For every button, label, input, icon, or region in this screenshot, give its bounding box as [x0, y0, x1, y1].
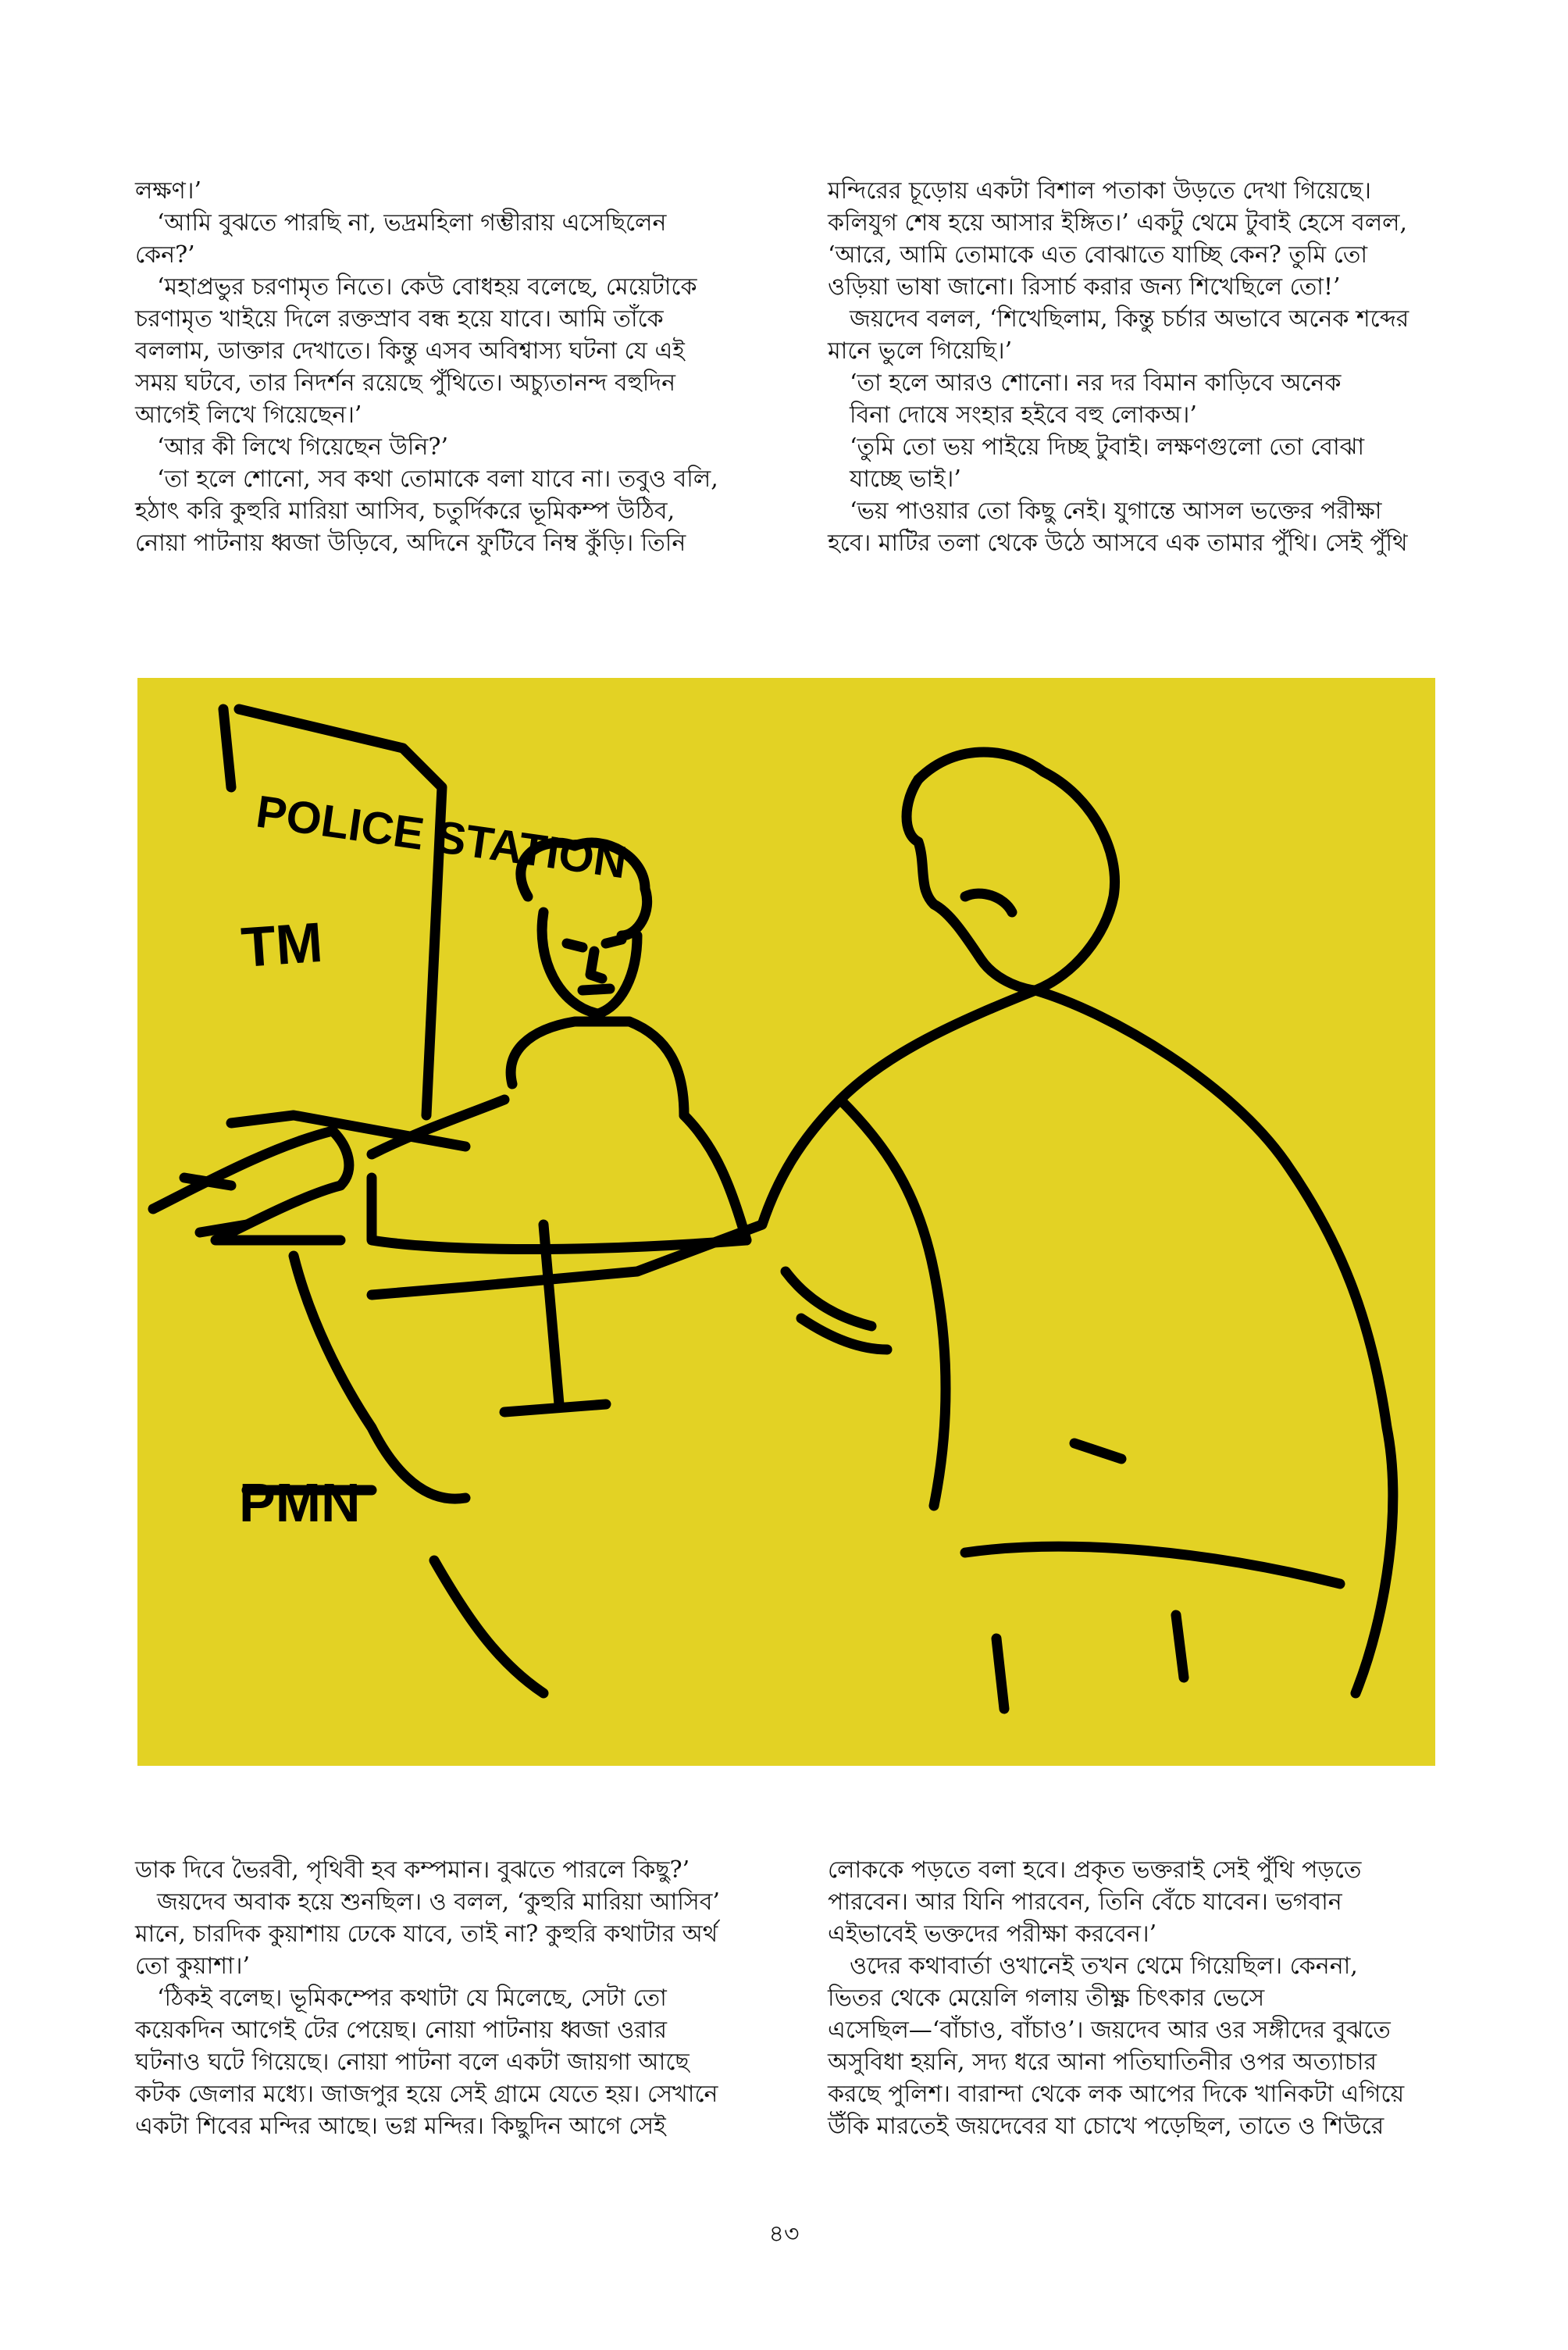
- text-line: ‘ঠিকই বলেছ। ভূমিকম্পের কথাটা যে মিলেছে, সেটা তো: [157, 1984, 667, 2012]
- text-line: কয়েকদিন আগেই টের পেয়েছ। নোয়া পাটনায় ধ্বজা ওরার: [135, 2017, 667, 2044]
- text-line: ‘ভয় পাওয়ার তো কিছু নেই। যুগান্তে আসল ভক্তের পরীক্ষা: [850, 497, 1382, 525]
- text-line: নোয়া পাটনায় ধ্বজা উড়িবে, অদিনে ফুটিবে নিম্ব কুঁড়ি। তিনি: [135, 530, 686, 557]
- text-line: হঠাৎ করি কুহুরি মারিয়া আসিব, চতুর্দিকরে ভূমিকম্প উঠিব,: [135, 497, 675, 525]
- text-line: ‘আরে, আমি তোমাকে এত বোঝাতে যাচ্ছি কেন? তুমি তো: [828, 241, 1368, 269]
- text-line: লক্ষণ।’: [135, 177, 202, 205]
- text-line: ঘটনাও ঘটে গিয়েছে। নোয়া পাটনা বলে একটা জায়গা আছে: [135, 2049, 690, 2076]
- text-line: লোককে পড়তে বলা হবে। প্রকৃত ভক্তরাই সেই পুঁথি পড়তে: [828, 1856, 1362, 1884]
- text-line: জয়দেব অবাক হয়ে শুনছিল। ও বলল, ‘কুহুরি মারিয়া আসিব’: [157, 1888, 720, 1916]
- text-column-bottom-right: [828, 1854, 1421, 2142]
- text-line: মানে, চারদিক কুয়াশায় ঢেকে যাবে, তাই না? কুহুরি কথাটার অর্থ: [135, 1920, 718, 1948]
- text-line: কলিযুগ শেষ হয়ে আসার ইঙ্গিত।’ একটু থেমে টুবাই হেসে বলল,: [828, 209, 1408, 237]
- text-column-top-left: [135, 175, 718, 559]
- text-line: ‘তুমি তো ভয় পাইয়ে দিচ্ছ টুবাই। লক্ষণগুলো তো বোঝা: [850, 433, 1365, 461]
- text-line: ‘তা হলে শোনো, সব কথা তোমাকে বলা যাবে না। তবুও বলি,: [157, 465, 718, 493]
- text-column-bottom-left: [135, 1854, 720, 2142]
- text-line: মানে ভুলে গিয়েছি।’: [828, 337, 1013, 365]
- sign-text-line-2: TM: [239, 911, 325, 979]
- text-line: উঁকি মারতেই জয়দেবের যা চোখে পড়েছিল, তাতে ও শিউরে: [828, 2113, 1384, 2140]
- text-line: বিনা দোষে সংহার হইবে বহু লোকঅ।’: [850, 401, 1197, 429]
- text-line: কেন?’: [135, 241, 195, 269]
- text-line: এসেছিল—‘বাঁচাও, বাঁচাও’। জয়দেব আর ওর সঙ্গীদের বুঝতে: [828, 2017, 1391, 2044]
- text-line: পারবেন। আর যিনি পারবেন, তিনি বেঁচে যাবেন। ভগবান: [828, 1888, 1342, 1916]
- text-line: ডাক দিবে ভৈরবী, পৃথিবী হব কম্পমান। বুঝতে পারলে কিছু?’: [135, 1856, 690, 1884]
- text-line: আগেই লিখে গিয়েছেন।’: [135, 401, 362, 429]
- police-station-illustration: [137, 678, 1435, 1766]
- text-line: ‘তা হলে আরও শোনো। নর দর বিমান কাড়িবে অনেক: [850, 369, 1342, 397]
- text-column-top-right: [828, 175, 1421, 559]
- text-line: করছে পুলিশ। বারান্দা থেকে লক আপের দিকে খানিকটা এগিয়ে: [828, 2081, 1405, 2108]
- text-line: মন্দিরের চূড়োয় একটা বিশাল পতাকা উড়তে দেখা গিয়েছে।: [828, 177, 1371, 205]
- text-line: অসুবিধা হয়নি, সদ্য ধরে আনা পতিঘাতিনীর ওপর অত্যাচার: [828, 2049, 1377, 2076]
- text-line: হবে। মাটির তলা থেকে উঠে আসবে এক তামার পুঁথি। সেই পুঁথি: [828, 530, 1408, 557]
- text-line: চরণামৃত খাইয়ে দিলে রক্তস্রাব বন্ধ হয়ে যাবে। আমি তাঁকে: [135, 305, 664, 333]
- text-line: ওদের কথাবার্তা ওখানেই তখন থেমে গিয়েছিল। কেননা,: [850, 1952, 1358, 1980]
- desk-scribble: PMN: [239, 1472, 361, 1533]
- text-line: বললাম, ডাক্তার দেখাতে। কিন্তু এসব অবিশ্বাস্য ঘটনা যে এই: [135, 337, 685, 365]
- text-line: তো কুয়াশা।’: [135, 1952, 250, 1980]
- text-line: জয়দেব বলল, ‘শিখেছিলাম, কিন্তু চর্চার অভাবে অনেক শব্দের: [850, 305, 1409, 333]
- text-line: ‘আমি বুঝতে পারছি না, ভদ্রমহিলা গম্ভীরায় এসেছিলেন: [157, 209, 667, 237]
- text-line: ‘মহাপ্রভুর চরণামৃত নিতে। কেউ বোধহয় বলেছে, মেয়েটাকে: [157, 273, 697, 301]
- page-number: ৪৩: [768, 2220, 800, 2248]
- text-line: যাচ্ছে ভাই।’: [850, 465, 961, 493]
- text-line: কটক জেলার মধ্যে। জাজপুর হয়ে সেই গ্রামে যেতে হয়। সেখানে: [135, 2081, 718, 2108]
- text-line: ভিতর থেকে মেয়েলি গলায় তীক্ষ্ণ চিৎকার ভেসে: [828, 1984, 1265, 2012]
- text-line: সময় ঘটবে, তার নিদর্শন রয়েছে পুঁথিতে। অচ্যুতানন্দ বহুদিন: [135, 369, 675, 397]
- text-line: ওড়িয়া ভাষা জানো। রিসার্চ করার জন্য শিখেছিলে তো!’: [828, 273, 1341, 301]
- text-line: একটা শিবের মন্দির আছে। ভগ্ন মন্দির। কিছুদিন আগে সেই: [135, 2113, 666, 2140]
- sign-text-line-1: POLICE STATION: [253, 786, 630, 889]
- text-line: এইভাবেই ভক্তদের পরীক্ষা করবেন।’: [828, 1920, 1157, 1948]
- text-line: ‘আর কী লিখে গিয়েছেন উনি?’: [157, 433, 449, 461]
